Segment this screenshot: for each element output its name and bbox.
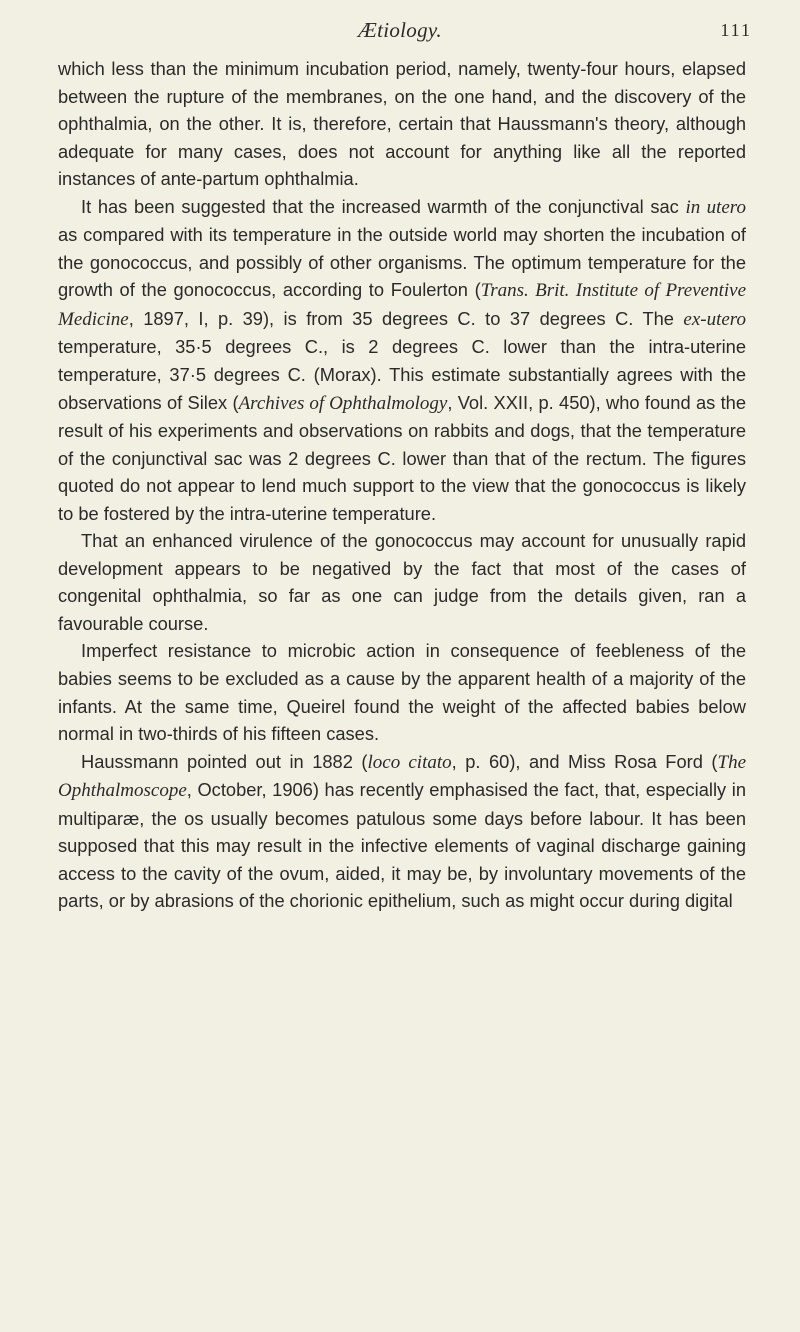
text-run: , 1897, I, p. 39), is from 35 degrees C. to 37 degrees C. The [128, 307, 684, 329]
page-number: 111 [720, 20, 752, 40]
paragraph-virulence [58, 527, 746, 637]
text-run: Imperfect resistance to microbic action in consequence of feebleness of the babies seems to be excluded as a cause by the apparent health of a majority of the infants. At the same time, Queirel found the weight of the affected babies below normal in two-thirds of his fifteen cases. [58, 640, 746, 745]
text-run: as compared with its temperature in the outside world may shorten the incubation of the gonococcus, and possibly of other organisms. The optimum temperature for the growth of the gonococcus, according to Foulerton ( [58, 224, 746, 301]
citation-title: The Ophthalmoscope [58, 751, 746, 802]
citation-title: Archives of Ophthalmology [238, 392, 448, 414]
text-run: , October, 1906) has recently emphasised the fact, that, especially in multiparæ, the os usually becomes patulous some days before labour. It has been supposed that this may result in the infective elements of vaginal discharge gaining access to the cavity of the ovum, aided, it may be, by involuntary movements of the parts, or by abrasions of the chorionic epithelium, such as might occur during digital [58, 779, 746, 912]
italic-run: ex-utero [683, 308, 746, 330]
italic-run: in utero [685, 196, 746, 218]
paragraph-resistance [58, 637, 746, 747]
text-run: Haussmann pointed out in 1882 ( [81, 750, 368, 772]
body-text [58, 55, 746, 915]
text-run: which less than the minimum incubation period, namely, twenty-four hours, elapsed between the rupture of the membranes, on the one hand, and the discovery of the ophthalmia, on the other. It is, therefore, certain that Haussmann's theory, although adequate for many cases, does not account for anything like all the reported instances of ante-partum ophthalmia. [58, 58, 746, 190]
paragraph-haussmann [58, 748, 746, 915]
text-run: That an enhanced virulence of the gonococcus may account for unusually rapid development appears to be negatived by the fact that most of the cases of congenital ophthalmia, so far as one can judge from the details given, ran a favourable course. [58, 530, 746, 634]
italic-run: loco citato [367, 751, 452, 773]
text-run: , Vol. XXII, p. 450), who found as the result of his experiments and observations on rabbits and dogs, that the temperature of the conjunctival sac was 2 degrees C. lower than that of the rectum. The figures quoted do not appear to lend much support to the view that the gonococcus is likely to be fostered by the intra-uterine temperature. [58, 391, 746, 524]
paragraph-continuation [58, 55, 746, 193]
citation-title: Trans. Brit. Institute of Preventive Medicine [58, 280, 746, 330]
paragraph-temperature [58, 193, 746, 528]
running-head [0, 18, 800, 48]
text-run: temperature, 35·5 degrees C., is 2 degrees C. lower than the intra-uterine temperature, 37·5 degrees C. (Morax). This estimate substantially agrees with the observations of Silex ( [58, 336, 746, 413]
text-run: It has been suggested that the increased warmth of the conjunctival sac [81, 195, 686, 217]
running-title: Ætiology. [358, 18, 442, 42]
text-run: , p. 60), and Miss Rosa Ford ( [451, 750, 718, 772]
